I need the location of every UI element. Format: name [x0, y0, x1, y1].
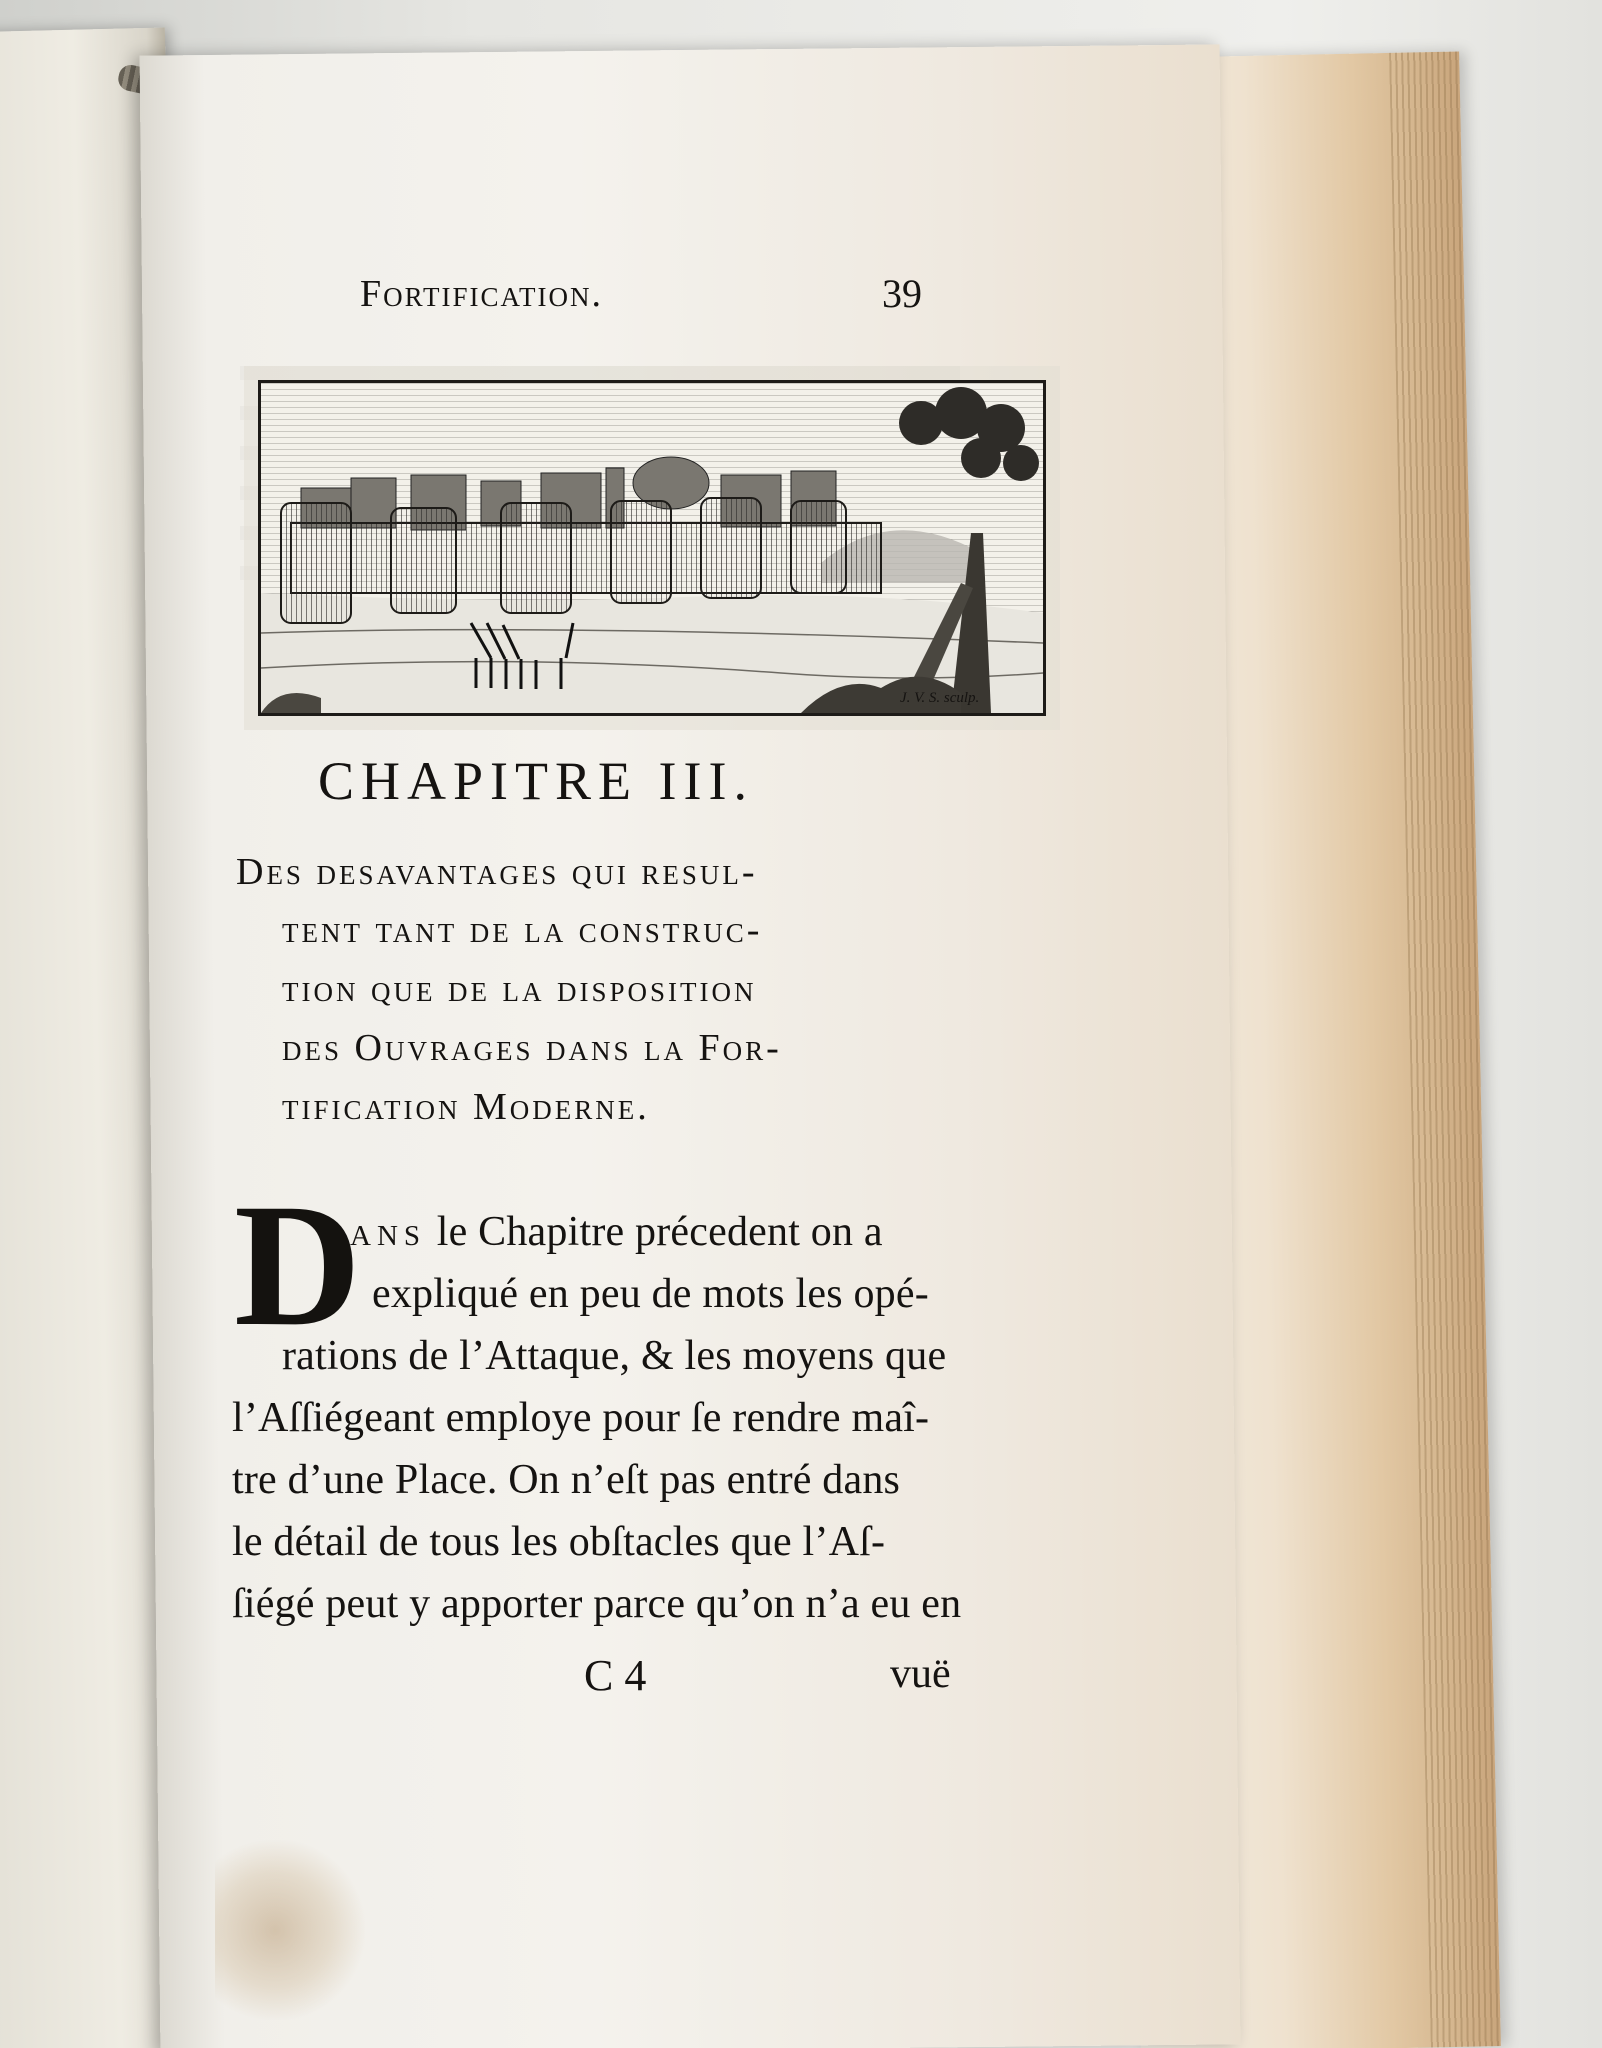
chapter-heading: CHAPITRE III.	[318, 751, 754, 811]
body-text-line: rations de l’Attaque, & les moyens que	[282, 1333, 947, 1379]
chapter-summary-line: Des desavantages qui resul-	[236, 851, 758, 893]
engraved-vignette	[258, 380, 1046, 716]
foxing-stain	[215, 1840, 365, 2020]
body-text-line: le détail de tous les obſtacles que l’Aſ-	[232, 1519, 886, 1565]
chapter-summary-line: tification Moderne.	[282, 1086, 650, 1128]
body-text-line: ſiégé peut y apporter parce qu’on n’a eu en	[232, 1581, 962, 1627]
chapter-summary-line: tent tant de la construc-	[282, 909, 763, 951]
body-text-line	[350, 1208, 883, 1256]
page-number: 39	[882, 271, 922, 316]
engraver-credit: J. V. S. sculp.	[900, 690, 980, 706]
fortress-engraving	[261, 383, 1043, 713]
body-text-line: expliqué en peu de mots les opé-	[372, 1271, 929, 1317]
body-text-line: l’Aſſiégeant employe pour ſe rendre maî-	[232, 1395, 930, 1441]
chapter-summary-line: des Ouvrages dans la For-	[282, 1027, 782, 1069]
body-text-fragment: le Chapitre précedent on a	[436, 1209, 883, 1255]
signature-mark: C 4	[584, 1651, 647, 1700]
body-text-line: tre d’une Place. On n’eſt pas entré dans	[232, 1457, 901, 1503]
catchword: vuë	[890, 1651, 951, 1697]
drop-cap-initial: D	[234, 1168, 362, 1363]
chapter-summary-line: tion que de la disposition	[282, 968, 757, 1010]
first-word-rest: ans	[350, 1209, 427, 1255]
running-title: Fortification.	[360, 273, 604, 315]
